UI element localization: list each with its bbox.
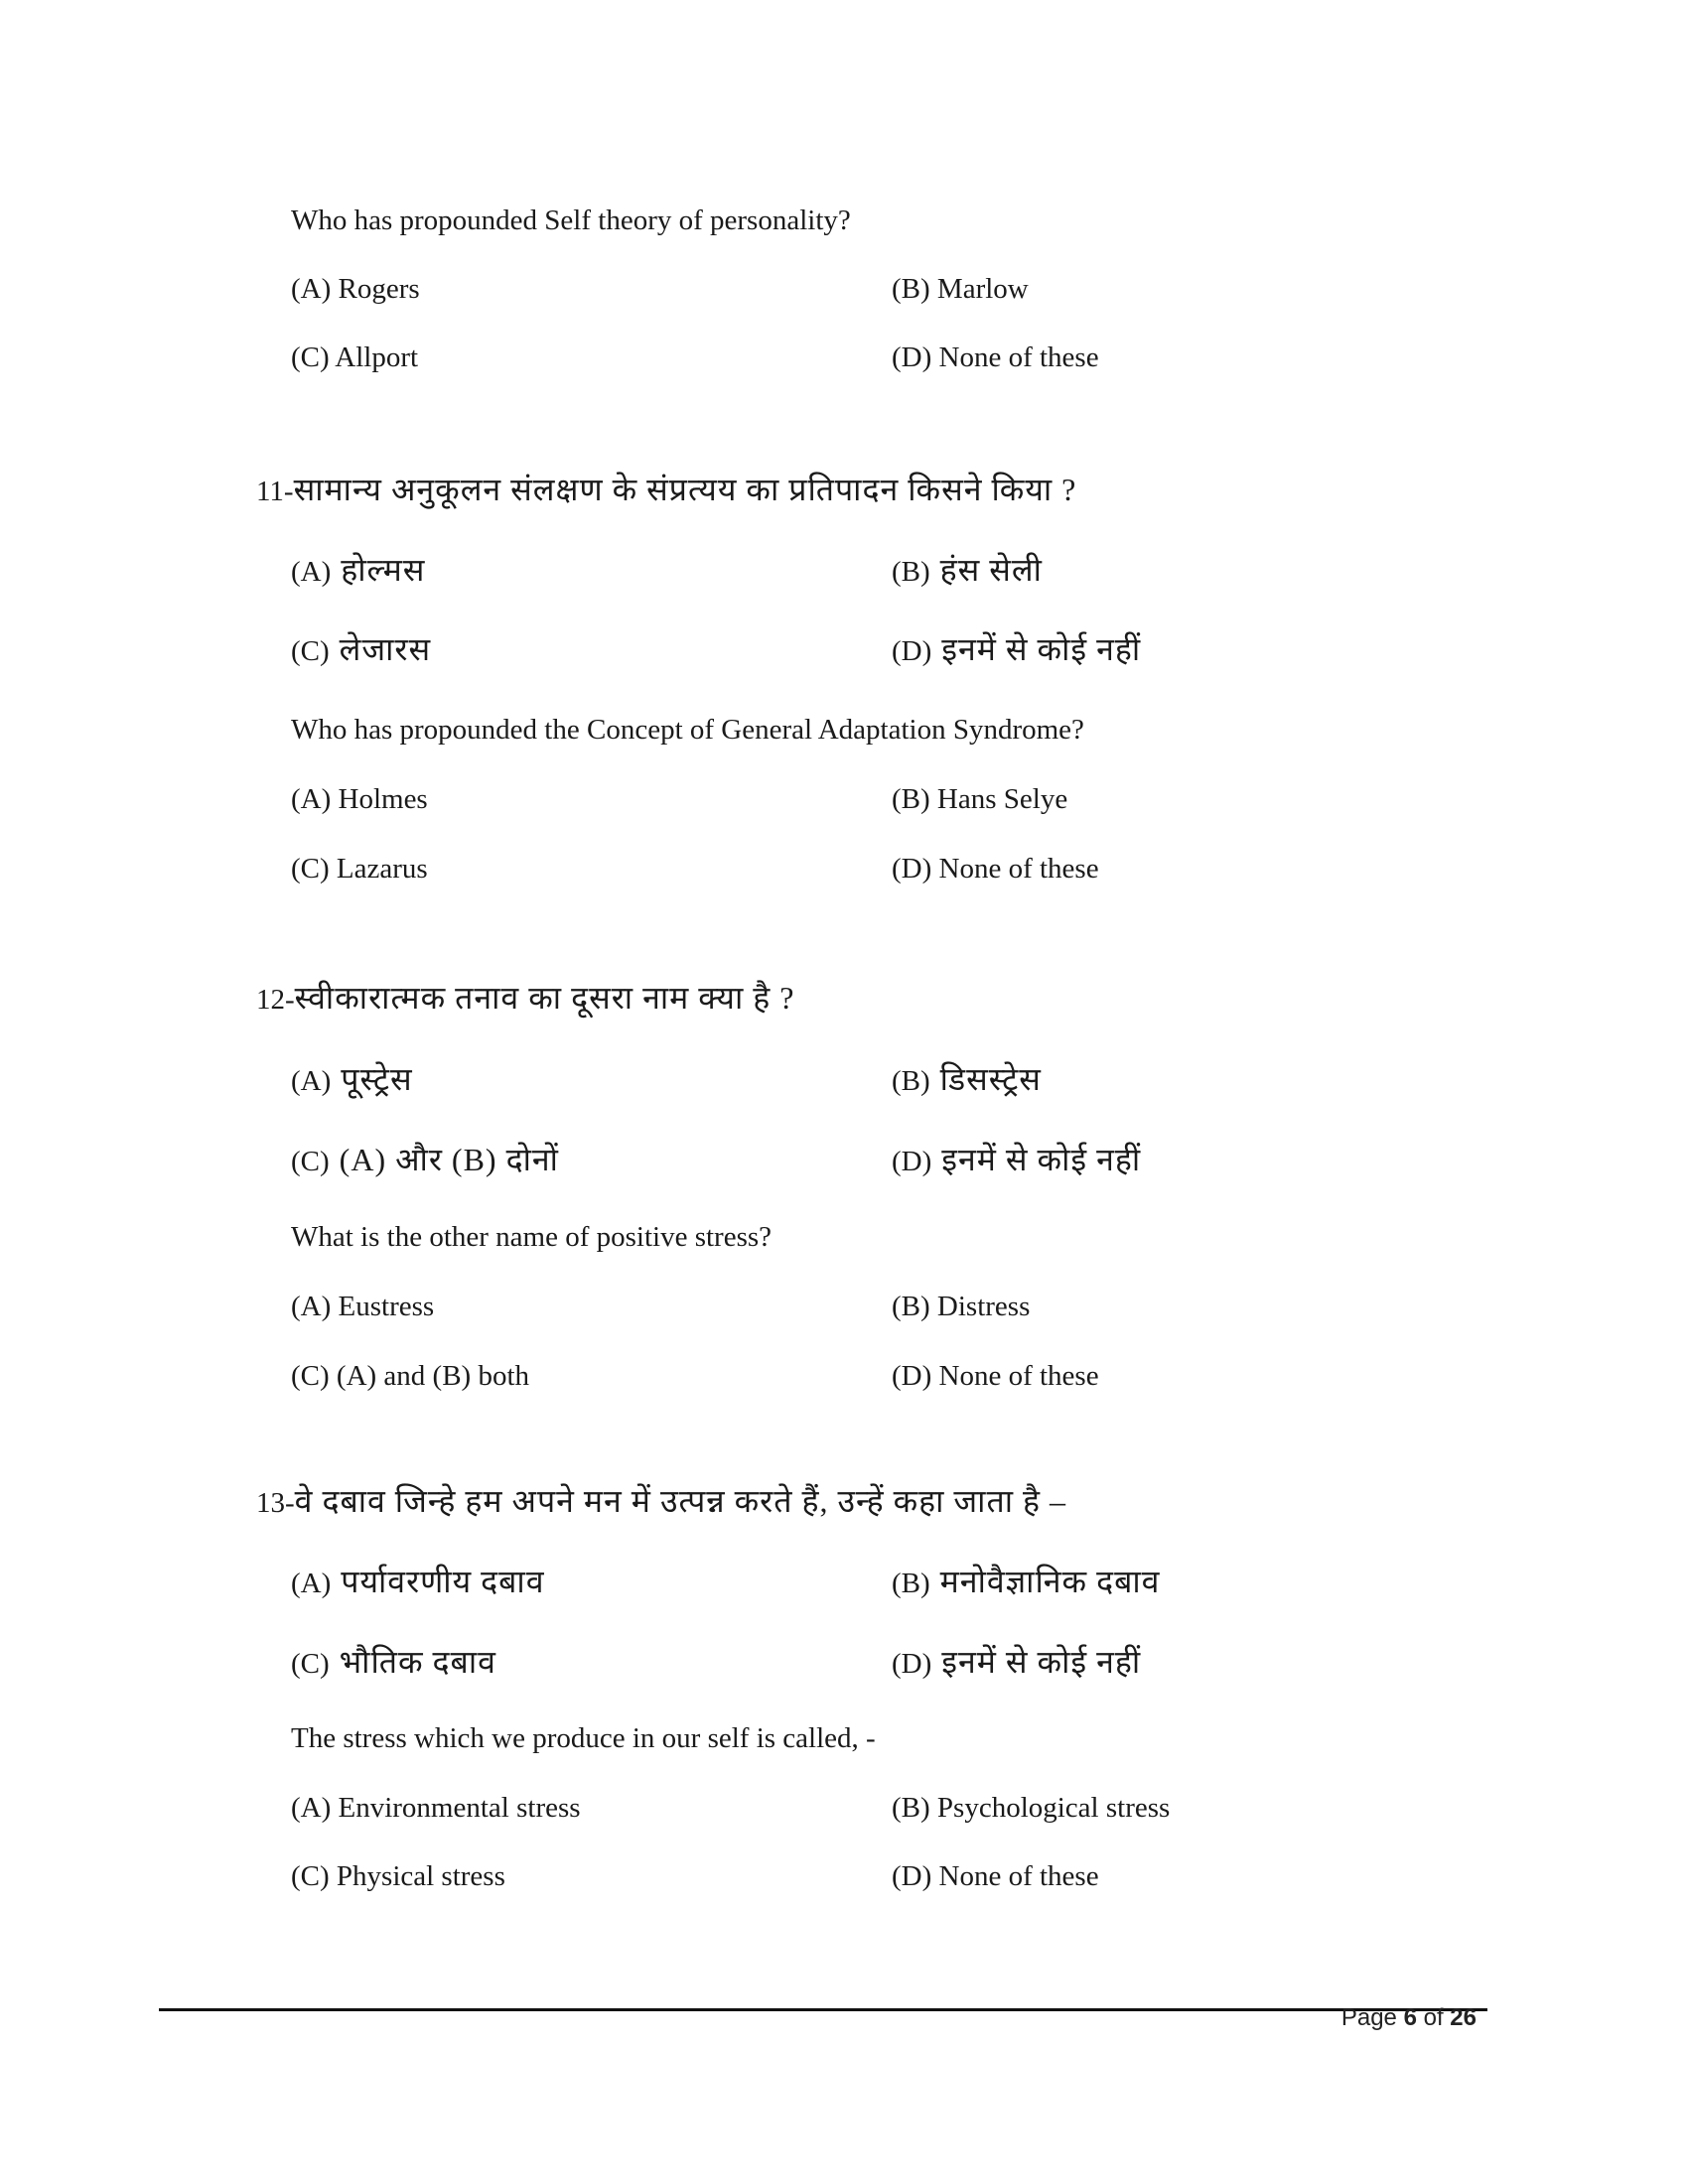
q12-question-en: What is the other name of positive stress? xyxy=(291,1221,773,1253)
q10-option-a: (A) Rogers xyxy=(291,273,420,305)
q11-option-c: (C) Lazarus xyxy=(291,853,428,885)
q13-option-b: (B) Psychological stress xyxy=(892,1792,1171,1824)
option-letter: (D) xyxy=(892,1648,932,1680)
page-of: of xyxy=(1423,2004,1444,2031)
option-text: मनोवैज्ञानिक दबाव xyxy=(939,1564,1161,1599)
q12-question-hi xyxy=(256,980,794,1018)
q13-option-c: (C) Physical stress xyxy=(291,1860,505,1892)
option-text: इनमें से कोई नहीं xyxy=(941,631,1142,667)
q13-question-text: वे दबाव जिन्हे हम अपने मन में उत्पन्न करते हैं, उन्हें कहा जाता है – xyxy=(294,1483,1066,1519)
q13-question-hi xyxy=(256,1483,1066,1521)
q11-number: 11- xyxy=(256,476,294,507)
q11-option-b: (B) Hans Selye xyxy=(892,783,1068,815)
q13-hi-option-b xyxy=(892,1564,1160,1601)
q11-question-en: Who has propounded the Concept of General Adaptation Syndrome? xyxy=(291,714,1084,746)
q13-hi-option-d xyxy=(892,1644,1141,1682)
option-letter: (C) xyxy=(291,1648,330,1680)
q12-question-text: स्वीकारात्मक तनाव का दूसरा नाम क्या है ? xyxy=(294,980,795,1016)
q11-question-hi xyxy=(256,472,1076,509)
q11-question-text: सामान्य अनुकूलन संलक्षण के संप्रत्यय का प्रतिपादन किसने किया ? xyxy=(293,472,1077,507)
option-text: पूस्ट्रेस xyxy=(341,1061,413,1097)
q11-hi-option-d xyxy=(892,631,1141,669)
option-letter: (C) xyxy=(291,635,330,667)
page-prefix: Page xyxy=(1340,2004,1397,2031)
q10-question-en: Who has propounded Self theory of personality? xyxy=(291,205,851,236)
q12-hi-option-c xyxy=(291,1142,559,1179)
q13-hi-option-c xyxy=(291,1644,496,1682)
q11-option-a: (A) Holmes xyxy=(291,783,428,815)
q13-hi-option-a xyxy=(291,1564,545,1601)
q12-option-c: (C) (A) and (B) both xyxy=(291,1360,530,1392)
option-text: लेजारस xyxy=(339,631,432,667)
q10-option-d: (D) None of these xyxy=(892,341,1099,373)
q13-number: 13- xyxy=(256,1487,295,1519)
q10-option-b: (B) Marlow xyxy=(892,273,1029,305)
option-letter: (B) xyxy=(892,1568,930,1599)
page-total: 26 xyxy=(1450,2004,1477,2031)
option-text: इनमें से कोई नहीं xyxy=(941,1644,1142,1680)
option-letter: (D) xyxy=(892,635,932,667)
q12-hi-option-a xyxy=(291,1061,413,1099)
q10-option-c: (C) Allport xyxy=(291,341,419,373)
q12-option-d: (D) None of these xyxy=(892,1360,1099,1392)
option-text: भौतिक दबाव xyxy=(339,1644,496,1680)
q13-option-a: (A) Environmental stress xyxy=(291,1792,581,1824)
option-text: पर्यावरणीय दबाव xyxy=(341,1564,545,1599)
option-letter: (C) xyxy=(291,1146,330,1177)
q13-question-en: The stress which we produce in our self is called, - xyxy=(291,1722,876,1754)
q12-hi-option-b xyxy=(892,1061,1042,1099)
option-letter: (A) xyxy=(291,1568,332,1599)
q11-hi-option-a xyxy=(291,552,425,590)
option-letter: (B) xyxy=(892,1065,930,1097)
option-text: इनमें से कोई नहीं xyxy=(941,1142,1142,1177)
q12-option-b: (B) Distress xyxy=(892,1291,1031,1322)
option-text: डिसस्ट्रेस xyxy=(939,1061,1042,1097)
page-number xyxy=(1341,2003,1477,2033)
q11-hi-option-b xyxy=(892,552,1043,590)
q11-option-d: (D) None of these xyxy=(892,853,1099,885)
q12-number: 12- xyxy=(256,984,295,1016)
option-text: (A) और (B) दोनों xyxy=(339,1142,559,1177)
option-letter: (A) xyxy=(291,556,332,588)
q11-hi-option-c xyxy=(291,631,431,669)
page-current: 6 xyxy=(1403,2004,1417,2031)
option-letter: (A) xyxy=(291,1065,332,1097)
option-letter: (D) xyxy=(892,1146,932,1177)
option-letter: (B) xyxy=(892,556,930,588)
footer-divider xyxy=(159,2008,1487,2011)
q13-option-d: (D) None of these xyxy=(892,1860,1099,1892)
option-text: हंस सेली xyxy=(939,552,1043,588)
q12-hi-option-d xyxy=(892,1142,1141,1179)
option-text: होल्मस xyxy=(341,552,426,588)
q12-option-a: (A) Eustress xyxy=(291,1291,435,1322)
